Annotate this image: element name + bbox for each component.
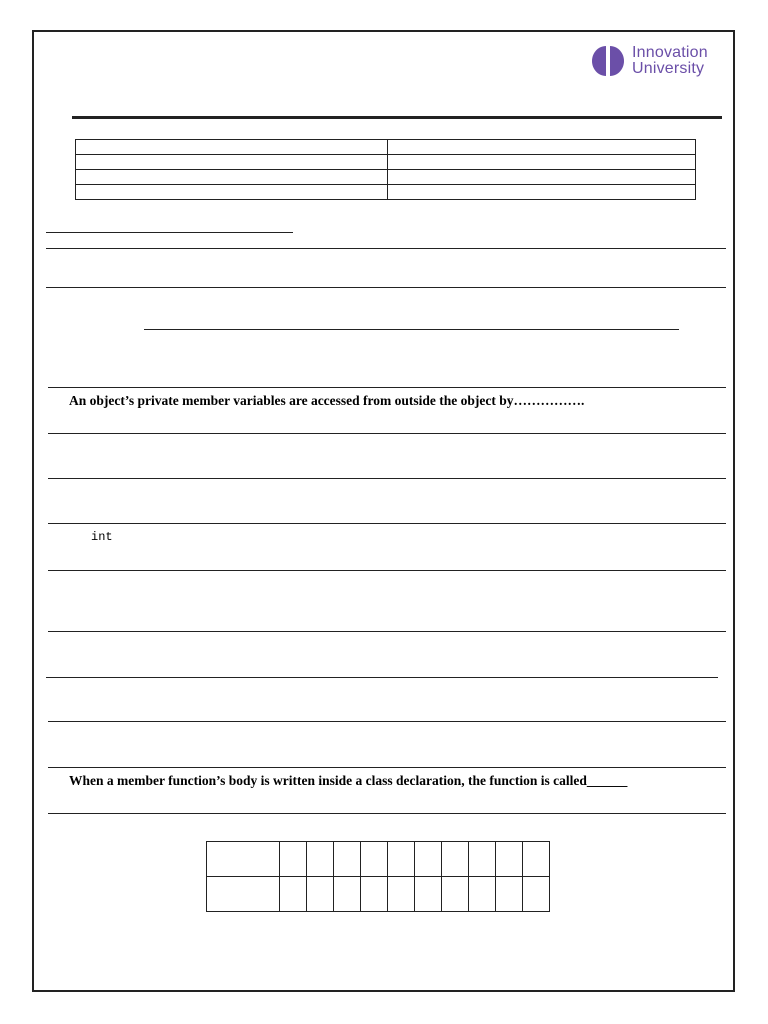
logo-line-1: Innovation [632,44,708,61]
info-cell [388,185,696,200]
info-row [76,185,696,200]
question-2-text: When a member function’s body is written inside a class declaration, the function is called______ [69,773,628,788]
info-cell [388,170,696,185]
answer-line [48,813,726,814]
marks-row [207,842,550,877]
answer-line [48,523,726,524]
header-rule [72,116,722,119]
info-row [76,170,696,185]
answer-line [144,329,679,330]
info-cell [76,155,388,170]
marks-cell [334,877,361,912]
logo-text [632,45,708,77]
code-snippet: int [91,530,113,544]
marks-header-cell [207,842,280,877]
marks-cell [523,877,550,912]
section-heading-rule [46,232,293,233]
marks-cell [388,877,415,912]
marks-cell [388,842,415,877]
marks-cell [334,842,361,877]
info-cell [76,185,388,200]
marks-header-cell [207,877,280,912]
answer-line [48,433,726,434]
university-logo [592,44,708,78]
info-cell [76,140,388,155]
marks-cell [496,877,523,912]
answer-line [46,287,726,288]
question-1-text: An object’s private member variables are accessed from outside the object by……………. [69,393,585,408]
answer-line [48,570,726,571]
marks-cell [469,842,496,877]
marks-cell [469,877,496,912]
logo-line-2: University [632,60,705,77]
info-cell [388,140,696,155]
marks-table [206,841,550,912]
answer-line [48,767,726,768]
brain-logo-icon [592,44,624,78]
marks-cell [442,877,469,912]
answer-line [46,248,726,249]
info-cell [388,155,696,170]
marks-cell [523,842,550,877]
marks-cell [307,842,334,877]
marks-row [207,877,550,912]
marks-cell [496,842,523,877]
marks-cell [415,842,442,877]
marks-cell [442,842,469,877]
info-cell [76,170,388,185]
marks-cell [415,877,442,912]
marks-cell [280,877,307,912]
marks-cell [361,877,388,912]
marks-cell [361,842,388,877]
answer-line [48,631,726,632]
answer-line [48,387,726,388]
marks-cell [307,877,334,912]
info-row [76,155,696,170]
student-info-table [75,139,696,200]
info-row [76,140,696,155]
answer-line [46,677,718,678]
answer-line [48,721,726,722]
answer-line [48,478,726,479]
marks-cell [280,842,307,877]
